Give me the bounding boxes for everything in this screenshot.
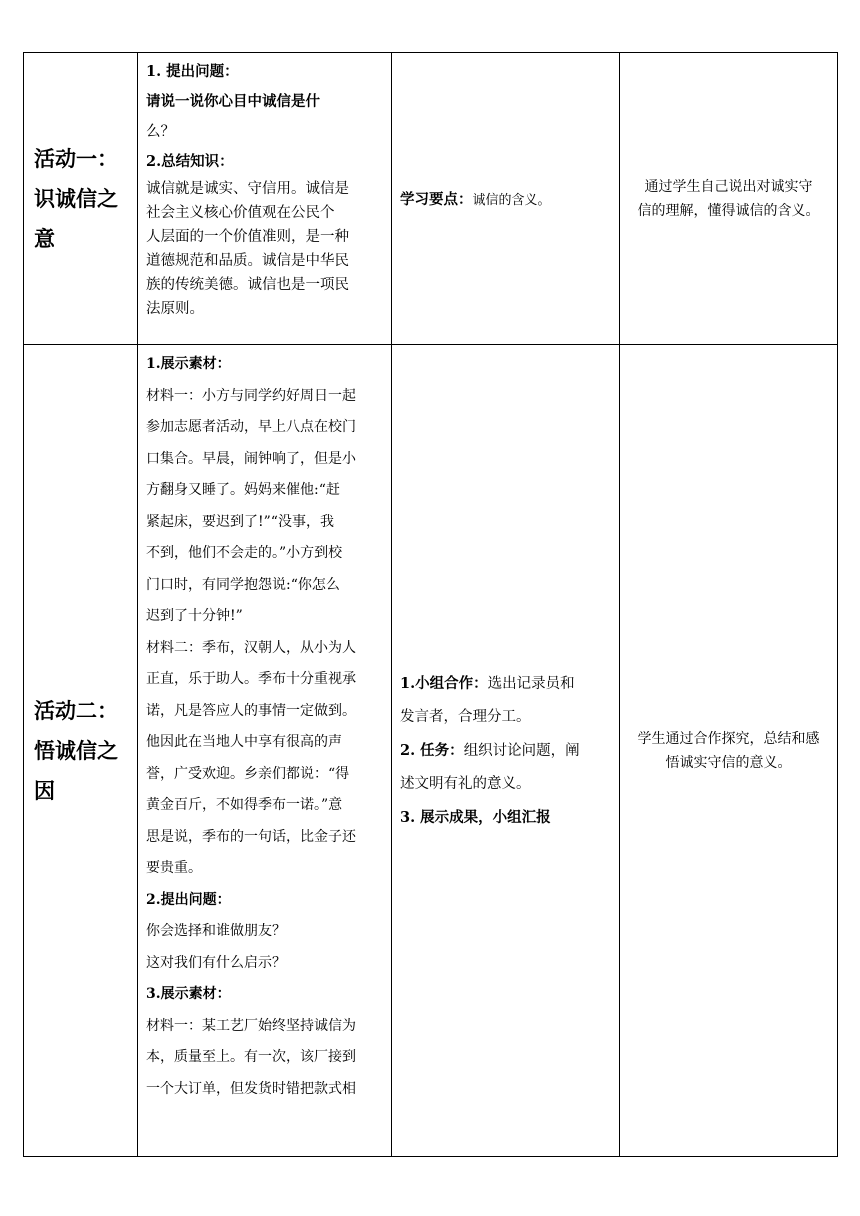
- text-line: 材料一：小方与同学约好周日一起: [146, 387, 356, 404]
- text-line: 这对我们有什么启示？: [146, 954, 286, 971]
- text-line: 人层面的一个价值准则，是一种: [146, 229, 349, 245]
- section-heading: 1.展示素材：: [146, 356, 231, 372]
- text-line: 参加志愿者活动，早上八点在校门: [146, 419, 356, 435]
- design-intent-cell: 学生通过合作探究，总结和感 悟诚实守信的意义。: [620, 345, 838, 1157]
- student-activity-cell: [392, 53, 620, 345]
- text-line: 方翻身又睡了。妈妈来催他:“赶: [146, 482, 340, 498]
- text-line: 族的传统美德。诚信也是一项民: [146, 277, 349, 293]
- text-line: 社会主义核心价值观在公民个: [146, 205, 335, 221]
- teaching-content-cell: [138, 53, 392, 345]
- section-heading: 2.总结知识：: [146, 153, 234, 170]
- text-line: 诺，凡是答应人的事情一定做到。: [146, 702, 356, 719]
- text-line: 门口时，有同学抱怨说:“你怎么: [146, 576, 340, 593]
- points-text: 诚信的含义。: [472, 193, 551, 208]
- text-line: 材料一：某工艺厂始终坚持诚信为: [146, 1017, 356, 1034]
- text-line: 正直，乐于助人。季布十分重视承: [146, 671, 356, 687]
- task-line: 述文明有礼的意义。: [400, 776, 531, 792]
- activity-row-1: [24, 53, 838, 345]
- student-activity-cell: [392, 345, 620, 1157]
- section-heading: 1. 提出问题：: [146, 63, 239, 80]
- activity-title-cell: 活动二： 悟诚信之 因: [24, 345, 138, 1157]
- question-line: 么？: [146, 124, 175, 140]
- text-line: 你会选择和谁做朋友？: [146, 923, 286, 939]
- design-intent-cell: 通过学生自己说出对诚实守 信的理解，懂得诚信的含义。: [620, 53, 838, 345]
- text-line: 诚信就是诚实、守信用。诚信是: [146, 181, 349, 197]
- text-line: 法原则。: [146, 301, 204, 317]
- text-line: 紧起床，要迟到了!”“没事，我: [146, 513, 334, 530]
- section-heading: 2.提出问题：: [146, 891, 231, 908]
- text-line: 道德规范和品质。诚信是中华民: [146, 253, 349, 269]
- text-line: 迟到了十分钟!”: [146, 608, 243, 624]
- teaching-content-cell: [138, 345, 392, 1157]
- lesson-plan-table: [23, 52, 838, 1157]
- section-heading: 3.展示素材：: [146, 986, 231, 1002]
- task-line: 1.小组合作：选出记录员和: [400, 675, 575, 692]
- text-line: 思是说，季布的一句话，比金子还: [146, 828, 356, 845]
- points-label: 学习要点：: [400, 191, 473, 208]
- text-line: 材料二：季布，汉朝人，从小为人: [146, 639, 356, 656]
- text-line: 一个大订单，但发货时错把款式相: [146, 1080, 356, 1097]
- activity-title-cell: 活动一： 识诚信之 意: [24, 53, 138, 345]
- question-line: 请说一说你心目中诚信是什: [146, 93, 320, 110]
- text-line: 他因此在当地人中享有很高的声: [146, 734, 342, 750]
- activity-row-2: [24, 345, 838, 1157]
- task-line: 2. 任务：组织讨论问题，阐: [400, 742, 580, 759]
- task-line: 3. 展示成果，小组汇报: [400, 809, 551, 826]
- text-line: 要贵重。: [146, 860, 202, 876]
- task-line: 发言者，合理分工。: [400, 709, 531, 725]
- text-line: 誉，广受欢迎。乡亲们都说：“得: [146, 765, 350, 782]
- text-line: 不到，他们不会走的。”小方到校: [146, 545, 343, 561]
- text-line: 黄金百斤，不如得季布一诺。”意: [146, 797, 343, 813]
- text-line: 口集合。早晨，闹钟响了，但是小: [146, 450, 356, 467]
- text-line: 本，质量至上。有一次，该厂接到: [146, 1049, 356, 1065]
